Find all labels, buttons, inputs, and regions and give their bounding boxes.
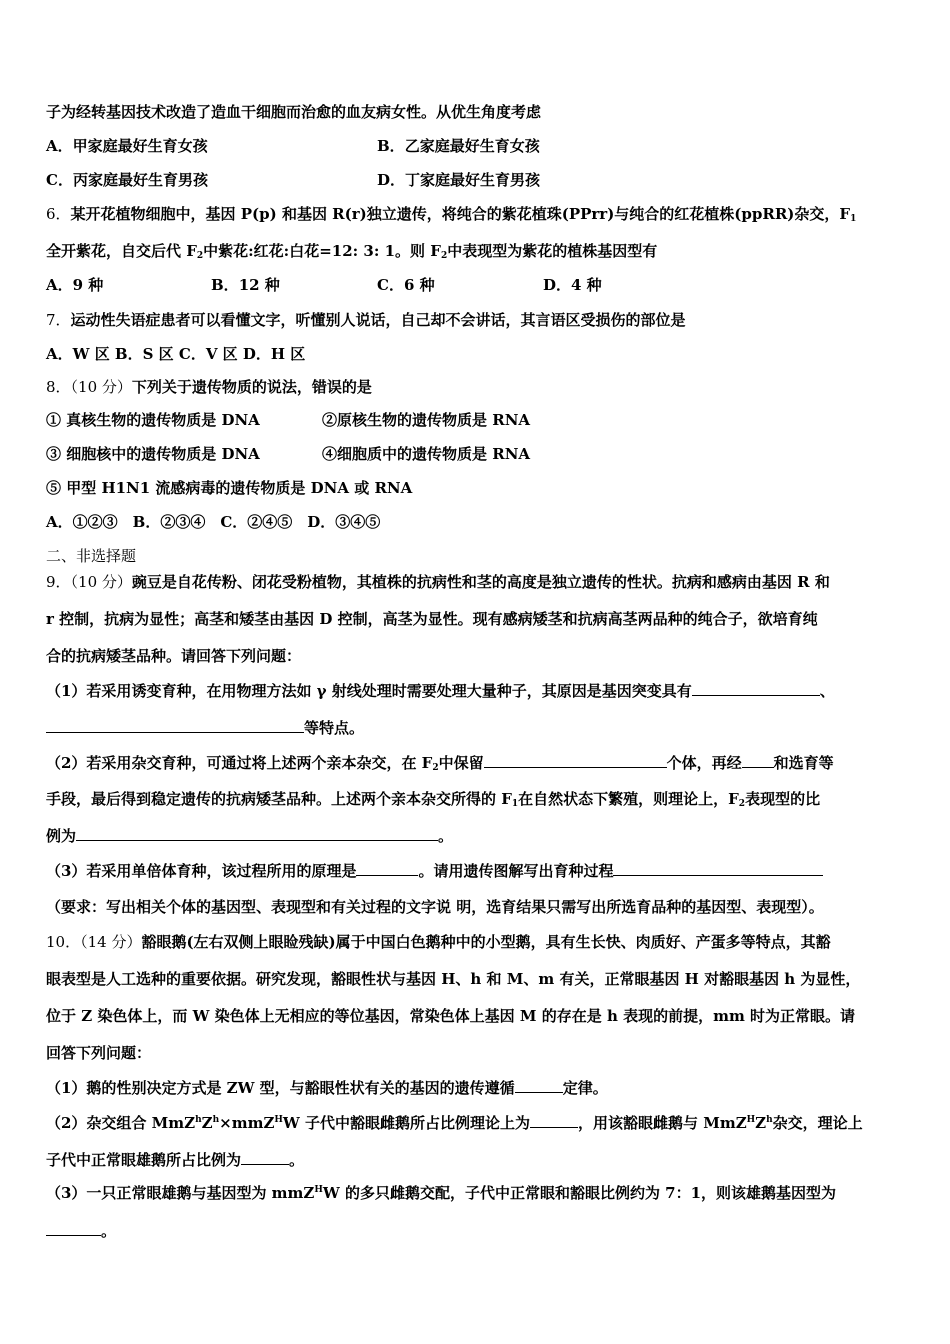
q6-stem-part: 中表现型为紫花的植株基因型有 (447, 242, 658, 260)
q8-statements-row2 (46, 443, 908, 465)
superscript: h (766, 1115, 773, 1125)
q6-option-b (211, 274, 280, 296)
q8-statement-5-row (46, 477, 412, 499)
q6-option-d (543, 274, 602, 296)
subscript: 1 (511, 799, 519, 809)
answer-blank[interactable] (241, 1148, 289, 1165)
q9-intro-text: 合的抗病矮茎品种。请回答下列问题： (46, 647, 302, 665)
option-text: 6 种 (403, 276, 435, 294)
q9-part1-text: 等特点。 (304, 719, 365, 737)
question-score: （10 分） (70, 573, 132, 591)
option-text: 乙家庭最好生育女孩 (404, 137, 540, 155)
option-label: B． (377, 137, 405, 155)
subscript: 2 (440, 251, 448, 261)
q10-part3-text: W 的多只雌鹅交配，子代中正常眼和豁眼比例约为 7：1，则该雄鹅基因型为 (322, 1184, 837, 1202)
q10-part2-text: Z (755, 1114, 767, 1132)
q10-intro-text: 回答下列问题： (46, 1044, 152, 1062)
q5-options-row2 (46, 169, 908, 191)
q6-stem-part: 中紫花:红花:白花=12: 3: 1。则 F (203, 242, 441, 260)
q9-part1-line2 (46, 716, 364, 738)
q9-part2-text: 和选育等 (773, 754, 834, 772)
q5-option-c (46, 169, 208, 191)
q10-part3-line2 (46, 1219, 116, 1241)
q8-options (46, 511, 380, 533)
answer-blank[interactable] (692, 679, 820, 696)
q10-part3-line1 (46, 1182, 836, 1204)
superscript: H (314, 1185, 323, 1195)
q9-part1-text: （1）若采用诱变育种，在用物理方法如 γ 射线处理时需要处理大量种子，其原因是基因突变具有 (46, 682, 692, 700)
q9-part2-text: 例为 (46, 827, 77, 845)
answer-blank[interactable] (613, 859, 823, 876)
q8-statement-3: ③ 细胞核中的遗传物质是 DNA (46, 445, 260, 463)
q9-intro-text: 豌豆是自花传粉、闭花受粉植物，其植株的抗病性和茎的高度是独立遗传的性状。抗病和感病由基因 R 和 (131, 573, 830, 591)
option-label: C． (377, 276, 404, 294)
q10-part2-text: 子代中正常眼雄鹅所占比例为 (46, 1151, 242, 1169)
q9-part2-text: 手段，最后得到稳定遗传的抗病矮茎品种。上述两个亲本杂交所得的 F (46, 790, 512, 808)
option-text: 9 种 (72, 276, 104, 294)
q9-intro-text: r 控制，抗病为显性；高茎和矮茎由基因 D 控制，高茎为显性。现有感病矮茎和抗病高茎两品种的纯合子，欲培育纯 (46, 610, 818, 628)
q8-stem-text: 下列关于遗传物质的说法，错误的是 (131, 378, 372, 396)
q10-part3-text: （3）一只正常眼雄鹅与基因型为 mmZ (46, 1184, 315, 1202)
q9-intro-line2 (46, 608, 818, 630)
question-number: 7． (46, 311, 71, 329)
answer-blank[interactable] (46, 1219, 101, 1236)
superscript: h (212, 1115, 220, 1125)
q10-intro-line4 (46, 1042, 151, 1064)
q8-statement-2: ②原核生物的遗传物质是 RNA (322, 411, 531, 429)
q8-stem (46, 376, 372, 398)
q10-intro-text: 位于 Z 染色体上，而 W 染色体上无相应的等位基因，常染色体上基因 M 的存在是 h 表现的前提，mm 时为正常眼。请 (46, 1007, 856, 1025)
option-label: D． (377, 171, 406, 189)
option-label: C． (46, 171, 73, 189)
q7-options-text: A．W 区 B．S 区 C．V 区 D．H 区 (46, 345, 306, 363)
q8-statements-row1 (46, 409, 908, 431)
q5-option-b (377, 135, 540, 157)
question-number: 6． (46, 205, 71, 223)
q5-tail-stem: 子为经转基因技术改造了造血干细胞而治愈的血友病女性。从优生角度考虑 (46, 103, 542, 121)
q6-option-a (46, 274, 103, 296)
q9-part1-line1 (46, 679, 835, 701)
section-title (46, 545, 136, 567)
q10-part2-text: ，用该豁眼雌鹅与 MmZ (578, 1114, 747, 1132)
superscript: H (274, 1115, 283, 1125)
question-number: 8． (46, 378, 71, 396)
subscript: 2 (196, 251, 204, 261)
q8-options-text: A．①②③ B．②③④ C．②④⑤ D．③④⑤ (46, 513, 381, 531)
superscript: h (195, 1115, 202, 1125)
q9-part3-text: （要求：写出相关个体的基因型、表现型和有关过程的文字说 明，选育结果只需写出所选育品种的基因型、表现型）。 (46, 898, 824, 916)
q10-part2-line1 (46, 1111, 863, 1133)
q6-stem-part: 某开花植物细胞中，基因 P(p) 和基因 R(r)独立遗传，将纯合的紫花植珠(PPrr)与纯合的红花植株(ppRR)杂交，F (70, 205, 851, 223)
subscript: 2 (738, 799, 746, 809)
q9-intro-line3 (46, 645, 301, 667)
q10-intro-text: 豁眼鹅(左右双侧上眼睑残缺)属于中国白色鹅种中的小型鹅，具有生长快、肉质好、产蛋多等特点，其豁 (141, 933, 831, 951)
option-text: 12 种 (238, 276, 280, 294)
q10-intro-text: 眼表型是人工选种的重要依据。研究发现，豁眼性状与基因 H、h 和 M、m 有关，正常眼基因 H 对豁眼基因 h 为显性， (46, 970, 861, 988)
separator: 、 (819, 682, 835, 700)
q9-part3-line2 (46, 896, 824, 918)
option-text: 丁家庭最好生育男孩 (405, 171, 541, 189)
q10-part2-line2 (46, 1148, 304, 1170)
q6-line2 (46, 240, 657, 262)
option-label: A． (46, 276, 73, 294)
q9-part2-text: 在自然状态下繁殖，则理论上，F (518, 790, 739, 808)
q10-intro-line1 (46, 931, 831, 953)
answer-blank[interactable] (76, 824, 438, 841)
q10-part2-text: 杂交，理论上 (772, 1114, 863, 1132)
q10-part1 (46, 1076, 608, 1098)
q9-part2-line1 (46, 751, 834, 773)
subscript: 2 (432, 763, 439, 773)
q7-options (46, 343, 305, 365)
option-label: B． (211, 276, 239, 294)
q9-intro-line1 (46, 571, 830, 593)
q6-stem-part: 全开紫花，自交后代 F (46, 242, 197, 260)
q9-part2-text: （2）若采用杂交育种，可通过将上述两个亲本杂交，在 F (46, 754, 433, 772)
q7-stem (46, 309, 686, 331)
q9-part2-line3 (46, 824, 453, 846)
q6-options (46, 274, 908, 296)
answer-blank[interactable] (46, 716, 304, 733)
q9-part3-text: （3）若采用单倍体育种，该过程所用的原理是 (46, 862, 357, 880)
question-score: （10 分） (70, 378, 132, 396)
q6-line1 (46, 203, 856, 225)
q9-part2-text: 中保留 (438, 754, 484, 772)
q10-part3-text: 。 (101, 1222, 117, 1240)
q10-part2-text: W 子代中豁眼雌鹅所占比例理论上为 (282, 1114, 530, 1132)
question-score: （14 分） (80, 933, 142, 951)
subscript: 1 (850, 214, 857, 224)
q10-intro-line2 (46, 968, 860, 990)
q10-part1-text: 定律。 (562, 1079, 608, 1097)
option-text: 丙家庭最好生育男孩 (72, 171, 208, 189)
option-label: A． (46, 137, 73, 155)
q9-part3-line1 (46, 859, 823, 881)
option-label: D． (543, 276, 572, 294)
question-number: 10． (46, 933, 81, 951)
question-number: 9． (46, 573, 71, 591)
q6-option-c (377, 274, 435, 296)
superscript: H (746, 1115, 756, 1125)
answer-blank[interactable] (356, 859, 418, 876)
q5-option-d (377, 169, 540, 191)
answer-blank[interactable] (515, 1076, 563, 1093)
answer-blank[interactable] (484, 751, 667, 768)
q10-part2-text: Z (201, 1114, 213, 1132)
q8-statement-4: ④细胞质中的遗传物质是 RNA (322, 445, 531, 463)
q10-part1-text: （1）鹅的性别决定方式是 ZW 型，与豁眼性状有关的基因的遗传遵循 (46, 1079, 515, 1097)
q5-options-row1 (46, 135, 908, 157)
answer-blank[interactable] (742, 751, 774, 768)
q5-tail-text (46, 101, 541, 123)
answer-blank[interactable] (530, 1111, 578, 1128)
q8-statement-1: ① 真核生物的遗传物质是 DNA (46, 411, 260, 429)
q9-part2-text: 。 (438, 827, 454, 845)
q10-part2-text: （2）杂交组合 MmZ (46, 1114, 196, 1132)
option-text: 甲家庭最好生育女孩 (72, 137, 208, 155)
option-text: 4 种 (571, 276, 602, 294)
q8-statement-5: ⑤ 甲型 H1N1 流感病毒的遗传物质是 DNA 或 RNA (46, 479, 413, 497)
q10-intro-line3 (46, 1005, 855, 1027)
section-heading: 二、非选择题 (46, 547, 137, 565)
q9-part3-text: 。请用遗传图解写出育种过程 (418, 862, 614, 880)
q10-part2-text: ×mmZ (219, 1114, 275, 1132)
q9-part2-text: 表现型的比 (745, 790, 821, 808)
q5-option-a (46, 135, 208, 157)
q9-part2-text: 个体，再经 (666, 754, 742, 772)
q10-part2-text: 。 (289, 1151, 305, 1169)
q7-stem-text: 运动性失语症患者可以看懂文字，听懂别人说话，自己却不会讲话，其言语区受损伤的部位是 (70, 311, 686, 329)
q9-part2-line2 (46, 788, 820, 810)
